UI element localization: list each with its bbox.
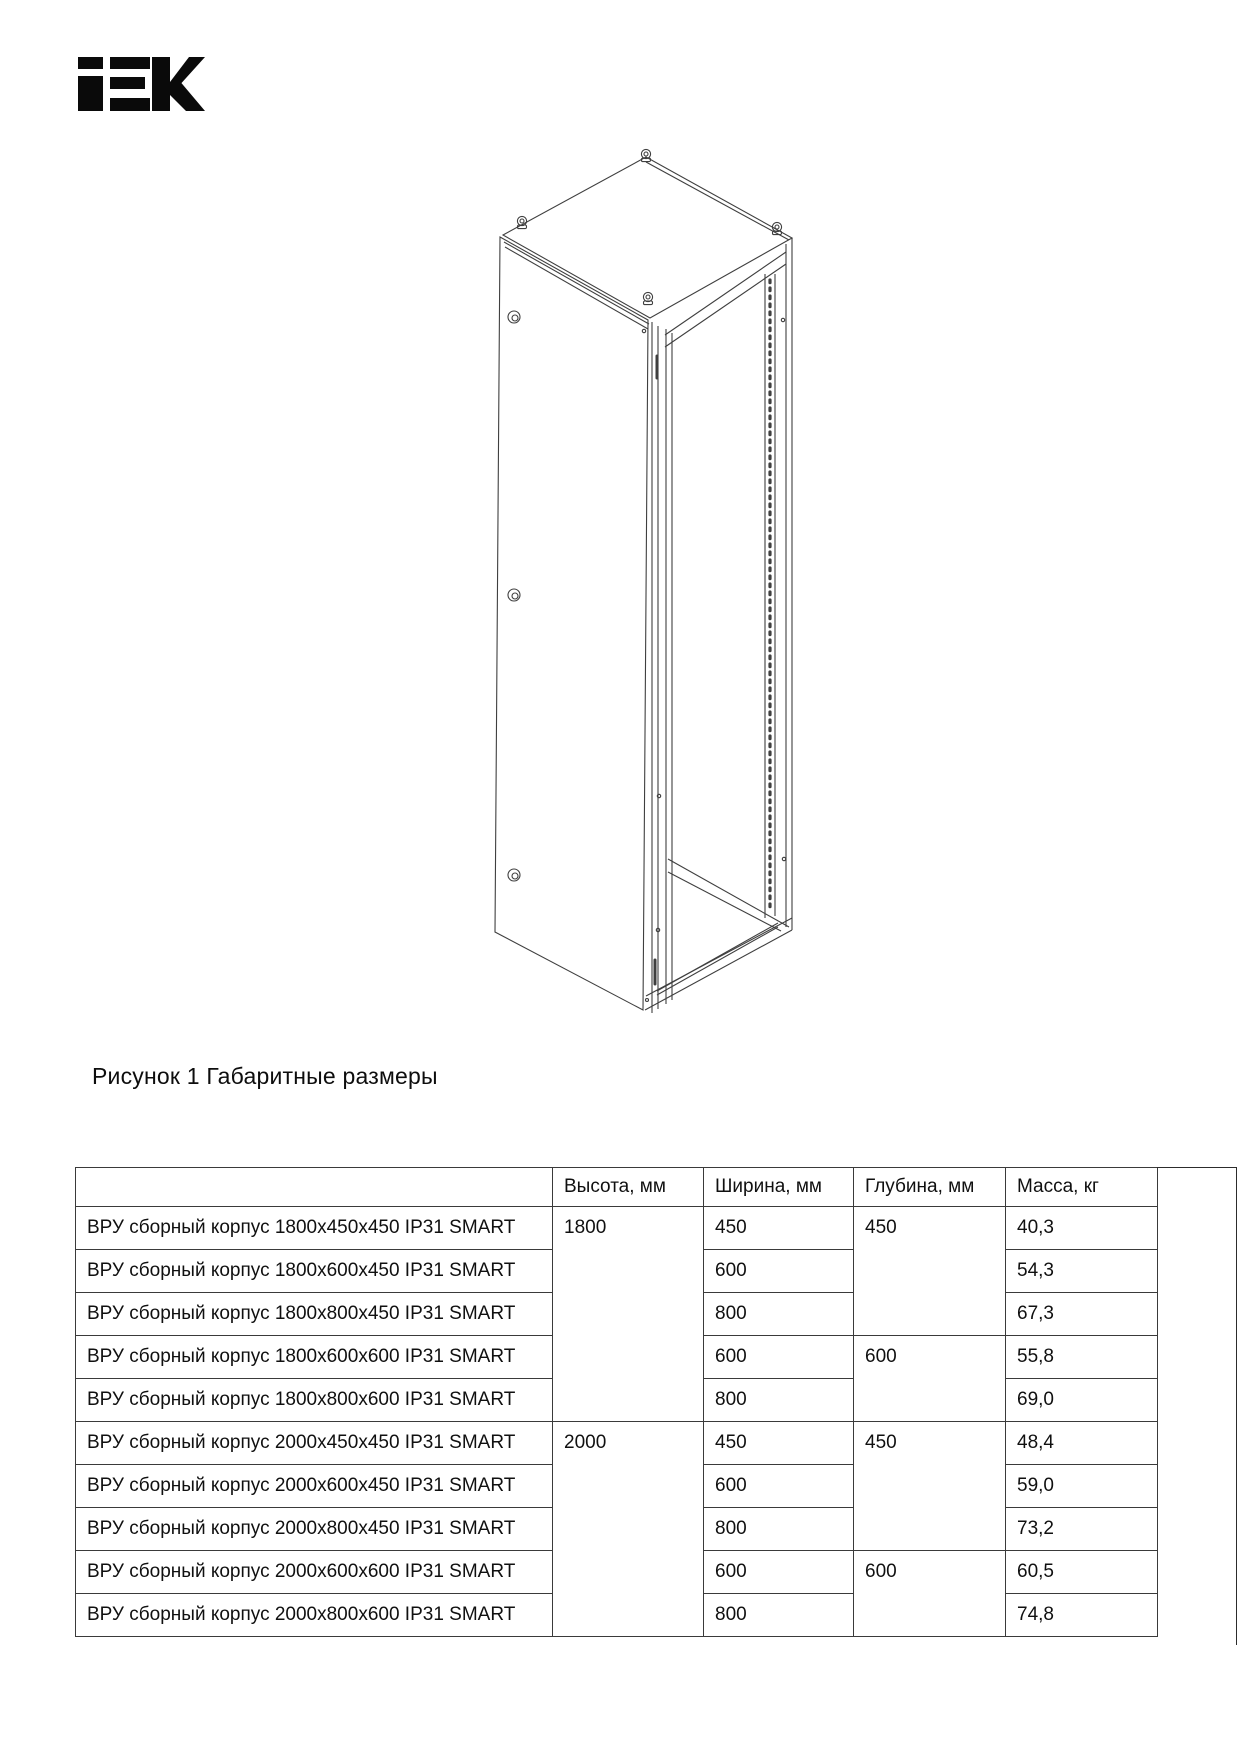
table-row [76,1422,1158,1465]
figure-caption: Рисунок 1 Габаритные размеры [92,1063,438,1089]
product-name-cell: ВРУ сборный корпус 1800х600х600 IP31 SMART [76,1336,553,1379]
perforated-rail [765,274,775,918]
width-cell: 800 [704,1293,854,1336]
product-name-cell: ВРУ сборный корпус 2000х800х450 IP31 SMART [76,1508,553,1551]
width-cell: 600 [704,1250,854,1293]
mass-cell: 69,0 [1006,1379,1158,1422]
depth-cell: 450 [854,1207,1006,1336]
product-name-cell: ВРУ сборный корпус 2000х800х600 IP31 SMART [76,1594,553,1637]
mass-cell: 40,3 [1006,1207,1158,1250]
depth-cell: 600 [854,1336,1006,1422]
table-right-rule [1236,1167,1237,1645]
product-name-cell: ВРУ сборный корпус 1800х800х600 IP31 SMART [76,1379,553,1422]
column-header-mass: Масса, кг [1006,1168,1158,1207]
height-cell: 1800 [553,1207,704,1422]
mass-cell: 48,4 [1006,1422,1158,1465]
depth-cell: 450 [854,1422,1006,1551]
dimensions-table [75,1167,1158,1637]
dimensions-table-area [75,1167,1237,1637]
table-header-row [76,1168,1158,1207]
product-name-cell: ВРУ сборный корпус 1800х600х450 IP31 SMART [76,1250,553,1293]
corner-header-cell [76,1168,553,1207]
width-cell: 600 [704,1465,854,1508]
width-cell: 800 [704,1508,854,1551]
frame-hole-icon [642,318,785,1001]
width-cell: 800 [704,1594,854,1637]
mass-cell: 74,8 [1006,1594,1158,1637]
cabinet-front-post [652,322,672,1013]
height-cell: 2000 [553,1422,704,1637]
cabinet-door-panel [495,237,649,1010]
product-name-cell: ВРУ сборный корпус 2000х600х450 IP31 SMART [76,1465,553,1508]
column-header-width: Ширина, мм [704,1168,854,1207]
cabinet-isometric-drawing [493,148,795,1013]
iek-logo-glyphs [78,57,205,111]
mass-cell: 60,5 [1006,1551,1158,1594]
iek-logo [78,57,205,111]
width-cell: 600 [704,1336,854,1379]
width-cell: 800 [704,1379,854,1422]
column-header-height: Высота, мм [553,1168,704,1207]
product-name-cell: ВРУ сборный корпус 2000х450х450 IP31 SMART [76,1422,553,1465]
product-name-cell: ВРУ сборный корпус 1800х450х450 IP31 SMART [76,1207,553,1250]
product-name-cell: ВРУ сборный корпус 1800х800х450 IP31 SMART [76,1293,553,1336]
mass-cell: 54,3 [1006,1250,1158,1293]
width-cell: 600 [704,1551,854,1594]
width-cell: 450 [704,1207,854,1250]
mass-cell: 59,0 [1006,1465,1158,1508]
mass-cell: 67,3 [1006,1293,1158,1336]
depth-cell: 600 [854,1551,1006,1637]
mass-cell: 55,8 [1006,1336,1158,1379]
column-header-depth: Глубина, мм [854,1168,1006,1207]
width-cell: 450 [704,1422,854,1465]
table-row [76,1207,1158,1250]
mass-cell: 73,2 [1006,1508,1158,1551]
product-name-cell: ВРУ сборный корпус 2000х600х600 IP31 SMART [76,1551,553,1594]
table-top-border-extension [1157,1167,1237,1168]
